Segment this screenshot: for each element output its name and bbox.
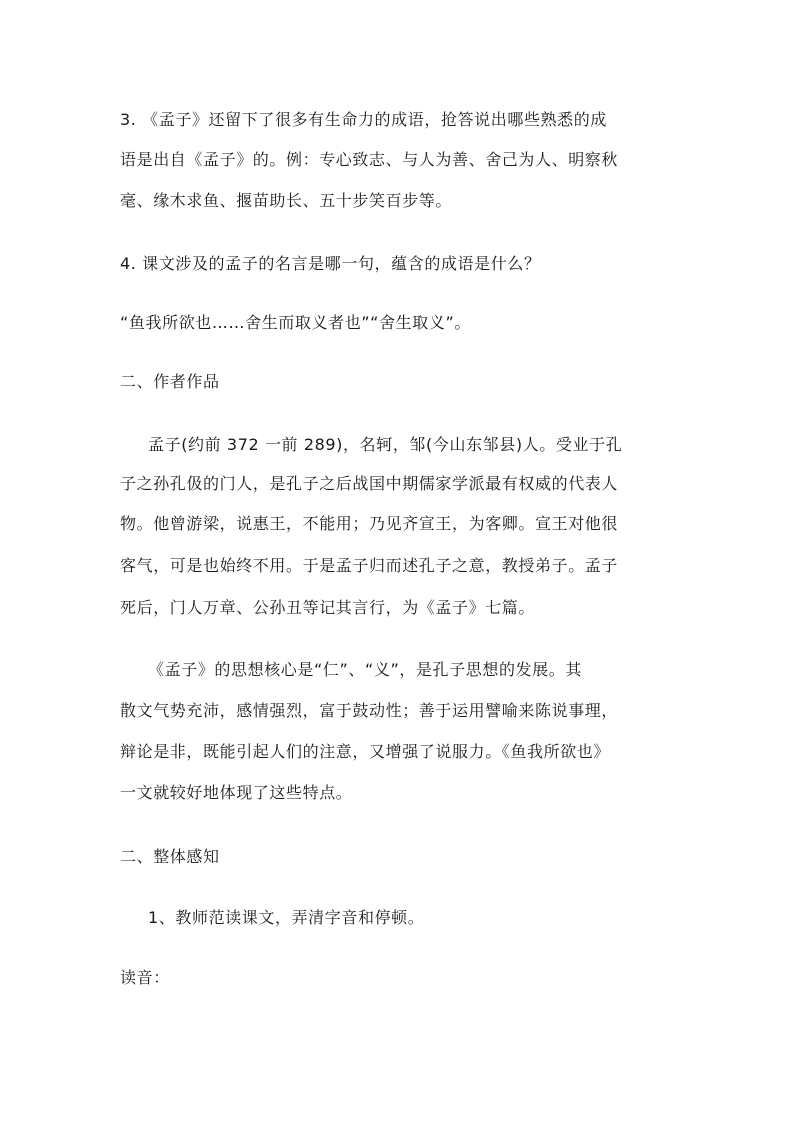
question-3-line-2: 语是出自《孟子》的。例：专心致志、与人为善、舍己为人、明察秋 bbox=[120, 150, 619, 169]
question-4-answer: “鱼我所欲也……舍生而取义者也”“舍生取义”。 bbox=[120, 313, 471, 332]
author-paragraph-1-line-5: 死后，门人万章、公孙丑等记其言行，为《孟子》七篇。 bbox=[120, 598, 536, 617]
author-paragraph-1-line-2: 子之孙孔伋的门人，是孔子之后战国中期儒家学派最有权威的代表人 bbox=[120, 474, 619, 493]
question-3-line-1: 3. 《孟子》还留下了很多有生命力的成语，抢答说出哪些熟悉的成 bbox=[120, 110, 607, 129]
author-paragraph-1-line-4: 客气，可是也始终不用。于是孟子归而述孔子之意，教授弟子。孟子 bbox=[120, 556, 619, 575]
question-4: 4. 课文涉及的孟子的名言是哪一句，蕴含的成语是什么？ bbox=[120, 254, 541, 273]
section-heading-overall-perception: 二、整体感知 bbox=[120, 847, 220, 866]
section-heading-author-works: 二、作者作品 bbox=[120, 372, 220, 391]
pronunciation-label: 读音： bbox=[120, 968, 170, 987]
question-3-line-3: 毫、缘木求鱼、揠苗助长、五十步笑百步等。 bbox=[120, 191, 453, 210]
author-paragraph-1-line-3: 物。他曾游梁，说惠王，不能用；乃见齐宣王，为客卿。宣王对他很 bbox=[120, 514, 619, 533]
overall-item-1: 1、教师范读课文，弄清字音和停顿。 bbox=[148, 908, 425, 927]
author-paragraph-2-line-2: 散文气势充沛，感情强烈，富于鼓动性；善于运用譬喻来陈说事理， bbox=[120, 701, 619, 720]
author-paragraph-1-line-1: 孟子(约前 372 一前 289)，名轲，邹(今山东邹县)人。受业于孔 bbox=[148, 435, 623, 454]
author-paragraph-2-line-3: 辩论是非，既能引起人们的注意，又增强了说服力。《鱼我所欲也》 bbox=[120, 742, 611, 761]
author-paragraph-2-line-1: 《孟子》的思想核心是“仁”、“义”，是孔子思想的发展。其 bbox=[148, 660, 582, 679]
author-paragraph-2-line-4: 一文就较好地体现了这些特点。 bbox=[120, 783, 353, 802]
